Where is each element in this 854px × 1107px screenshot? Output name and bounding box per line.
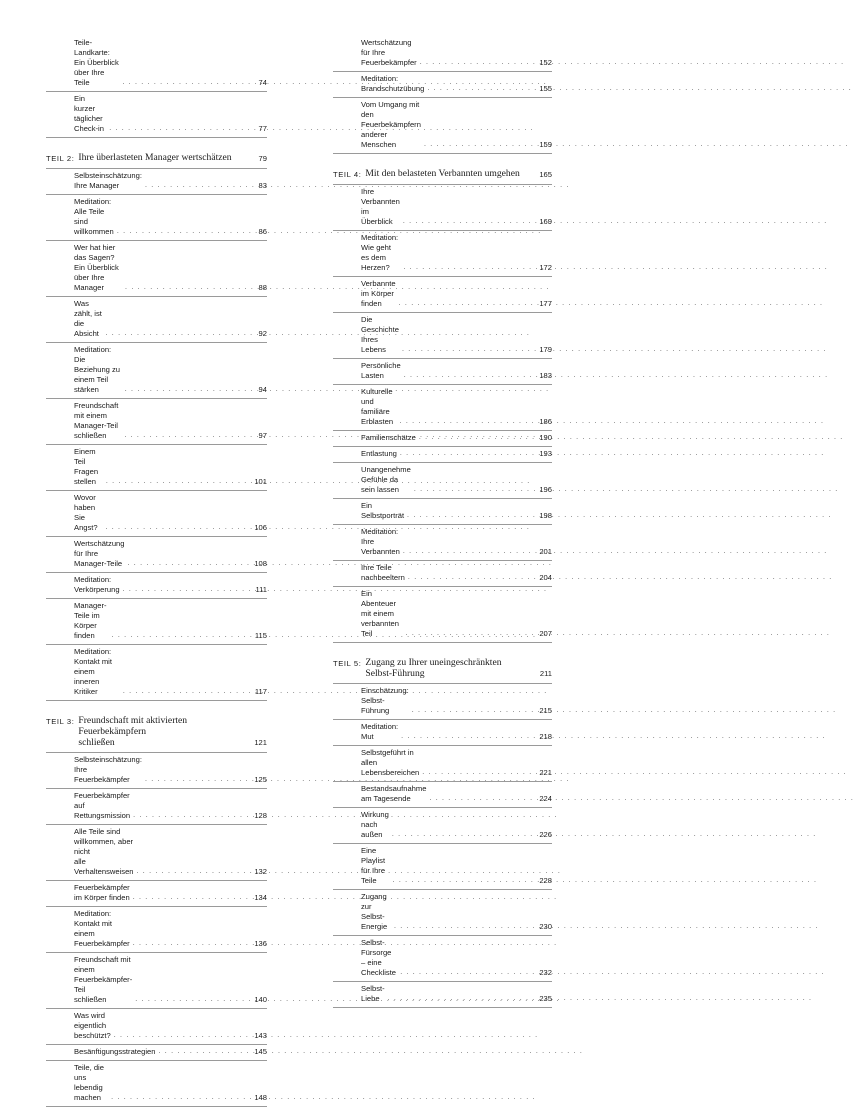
toc-entry-title: Selbst-Fürsorge – eine Checkliste xyxy=(361,938,397,977)
toc-entry xyxy=(333,561,552,587)
toc-entry-title: Meditation: Die Beziehung zu einem Teil stärken xyxy=(74,345,121,394)
toc-entry-title: Feuerbekämpfer auf Rettungsmission xyxy=(74,791,131,820)
dot-leader xyxy=(133,811,250,821)
toc-entry xyxy=(46,445,267,491)
toc-entry-page-number: 193 xyxy=(539,449,552,458)
toc-entry xyxy=(46,297,267,343)
part-2-entries xyxy=(46,169,267,701)
dot-leader xyxy=(114,1031,250,1041)
toc-entry-page-number: 140 xyxy=(254,995,267,1004)
toc-entry-title: Wer hat hier das Sagen? Ein Überblick über Ihre Manager xyxy=(74,243,119,292)
toc-entry-page-number: 218 xyxy=(539,732,552,741)
toc-entry-page-number: 128 xyxy=(254,811,267,820)
toc-entry xyxy=(333,359,552,385)
part-page-number: 121 xyxy=(254,738,267,747)
toc-entry-title: Eine Playlist für Ihre Teile xyxy=(361,846,386,885)
dot-leader xyxy=(419,433,535,443)
toc-entry-title: Alle Teile sind willkommen, aber nicht alle Verhaltensweisen xyxy=(74,827,134,876)
toc-entry xyxy=(333,720,552,746)
toc-entry-page-number: 235 xyxy=(539,994,552,1003)
dot-leader xyxy=(424,140,535,150)
toc-entry xyxy=(333,277,552,313)
part-heading-4 xyxy=(333,154,552,185)
toc-entry-page-number: 201 xyxy=(539,547,552,556)
toc-entry xyxy=(333,447,552,463)
toc-entry-page-number: 115 xyxy=(254,631,267,640)
dot-leader xyxy=(133,939,250,949)
toc-entry-page-number: 207 xyxy=(539,629,552,638)
dot-leader xyxy=(392,830,535,840)
toc-entry-page-number: 74 xyxy=(258,78,267,87)
toc-entry-title: Ein Abenteuer mit einem verbannten Teil xyxy=(361,589,399,638)
toc-entry-title: Meditation: Ihre Verbannten xyxy=(361,527,400,556)
toc-entry-page-number: 226 xyxy=(539,830,552,839)
dot-leader xyxy=(402,345,535,355)
toc-entry-page-number: 94 xyxy=(258,385,267,394)
toc-entry-title: Meditation: Verkörperung xyxy=(74,575,120,594)
toc-entry-page-number: 152 xyxy=(539,58,552,67)
toc-entry xyxy=(46,169,267,195)
toc-entry-title: Wirkung nach außen xyxy=(361,810,389,839)
toc-entry-title: Selbsteinschätzung: Ihre Feuerbekämpfer xyxy=(74,755,142,784)
dot-leader xyxy=(133,893,250,903)
toc-entry-page-number: 183 xyxy=(539,371,552,380)
toc-entry-page-number: 134 xyxy=(254,893,267,902)
toc-entry xyxy=(46,825,267,881)
dot-leader xyxy=(429,794,535,804)
part-heading-2 xyxy=(46,138,267,169)
toc-entry xyxy=(46,881,267,907)
dot-leader xyxy=(408,573,535,583)
toc-entry-page-number: 172 xyxy=(539,263,552,272)
toc-entry xyxy=(333,463,552,499)
toc-entry xyxy=(333,385,552,431)
toc-entry-title: Teile, die uns lebendig machen xyxy=(74,1063,104,1102)
dot-leader xyxy=(128,559,250,569)
toc-entry-title: Was wird eigentlich beschützt? xyxy=(74,1011,111,1040)
toc-entry-title: Ihre Verbannten im Überblick xyxy=(361,187,400,226)
toc-entry-page-number: 101 xyxy=(254,477,267,486)
toc-entry xyxy=(333,684,552,720)
toc-left-column xyxy=(46,36,267,1107)
toc-entry xyxy=(333,431,552,447)
toc-entry-page-number: 190 xyxy=(539,433,552,442)
part-label: TEIL 2: xyxy=(46,154,75,163)
dot-leader xyxy=(135,995,250,1005)
toc-entry-title: Ein kurzer täglicher Check-in xyxy=(74,94,104,133)
toc-entry-title: Wertschätzung für Ihre Feuerbekämpfer xyxy=(361,38,417,67)
toc-entry xyxy=(333,313,552,359)
dot-leader xyxy=(403,263,535,273)
toc-entry-page-number: 132 xyxy=(254,867,267,876)
toc-entry xyxy=(333,98,552,154)
toc-entry-title: Selbstgeführt in allen Lebensbereichen xyxy=(361,748,420,777)
toc-entry-title: Zugang zur Selbst-Energie xyxy=(361,892,388,931)
toc-entry-title: Freundschaft mit einem Manager-Teil schließen xyxy=(74,401,119,440)
left-intro-entries xyxy=(46,36,267,138)
dot-leader xyxy=(123,687,250,697)
dot-leader xyxy=(123,585,250,595)
toc-entry xyxy=(46,599,267,645)
toc-entry xyxy=(333,746,552,782)
toc-entry-title: Entlastung xyxy=(361,449,397,458)
toc-entry xyxy=(333,36,552,72)
toc-entry-page-number: 169 xyxy=(539,217,552,226)
part-title: Mit den belasteten Verbannten umgehen xyxy=(365,168,520,179)
dot-leader xyxy=(122,78,250,88)
toc-entry xyxy=(46,92,267,138)
toc-entry-page-number: 186 xyxy=(539,417,552,426)
dot-leader xyxy=(158,1047,250,1057)
toc-entry-title: Meditation: Mut xyxy=(361,722,399,741)
toc-entry xyxy=(333,936,552,982)
toc-entry-title: Besänftigungsstrategien xyxy=(74,1047,156,1056)
toc-entry-title: Meditation: Kontakt mit einem inneren Kritiker xyxy=(74,647,112,696)
toc-entry xyxy=(333,890,552,936)
toc-entry xyxy=(46,195,267,241)
toc-entry-title: Manager-Teile im Körper finden xyxy=(74,601,107,640)
toc-entry-title: Bestandsaufnahme am Tagesende xyxy=(361,784,427,803)
part-page-number: 165 xyxy=(539,170,552,179)
toc-entry-title: Selbst-Liebe xyxy=(361,984,385,1003)
dot-leader xyxy=(394,922,535,932)
part-label: TEIL 4: xyxy=(333,170,362,179)
toc-entry-page-number: 97 xyxy=(258,431,267,440)
part-label: TEIL 3: xyxy=(46,717,75,726)
part-title: Ihre überlasteten Manager wertschätzen xyxy=(78,152,232,163)
part-3-entries xyxy=(46,753,267,1107)
dot-leader xyxy=(406,629,535,639)
toc-entry xyxy=(333,499,552,525)
toc-right-column xyxy=(333,36,552,1008)
toc-entry xyxy=(46,537,267,573)
toc-entry-page-number: 230 xyxy=(539,922,552,931)
toc-entry-title: Persönliche Lasten xyxy=(361,361,401,380)
toc-entry xyxy=(333,525,552,561)
dot-leader xyxy=(145,775,250,785)
toc-entry-page-number: 221 xyxy=(539,768,552,777)
toc-entry xyxy=(333,844,552,890)
toc-entry xyxy=(333,231,552,277)
toc-entry-title: Feuerbekämpfer im Körper finden xyxy=(74,883,130,902)
toc-entry-page-number: 88 xyxy=(258,283,267,292)
toc-entry xyxy=(333,782,552,808)
toc-entry-title: Ihre Teile nachbeeltern xyxy=(361,563,405,582)
toc-entry-title: Wovor haben Sie Angst? xyxy=(74,493,98,532)
toc-entry xyxy=(46,1009,267,1045)
toc-entry-page-number: 204 xyxy=(539,573,552,582)
dot-leader xyxy=(106,477,250,487)
toc-entry xyxy=(333,72,552,98)
toc-entry-title: Meditation: Alle Teile sind willkommen xyxy=(74,197,114,236)
toc-entry-title: Familienschätze xyxy=(361,433,416,442)
dot-leader xyxy=(404,371,535,381)
toc-entry-page-number: 198 xyxy=(539,511,552,520)
toc-entry-page-number: 83 xyxy=(258,181,267,190)
dot-leader xyxy=(400,968,535,978)
toc-entry xyxy=(46,789,267,825)
toc-entry-page-number: 179 xyxy=(539,345,552,354)
dot-leader xyxy=(137,867,250,877)
dot-leader xyxy=(111,1093,250,1103)
toc-entry-title: Wertschätzung für Ihre Manager-Teile xyxy=(74,539,125,568)
dot-leader xyxy=(399,299,535,309)
part-title: Freundschaft mit aktivierten Feuerbekämpfern schließen xyxy=(78,715,188,748)
toc-entry-page-number: 77 xyxy=(258,124,267,133)
dot-leader xyxy=(403,547,535,557)
part-4-entries xyxy=(333,185,552,643)
toc-entry xyxy=(333,185,552,231)
dot-leader xyxy=(125,283,250,293)
toc-entry-page-number: 106 xyxy=(254,523,267,532)
toc-entry xyxy=(333,808,552,844)
toc-entry-page-number: 148 xyxy=(254,1093,267,1102)
toc-entry-page-number: 177 xyxy=(539,299,552,308)
toc-entry-page-number: 117 xyxy=(254,687,267,696)
toc-entry-title: Einem Teil Fragen stellen xyxy=(74,447,99,486)
toc-entry xyxy=(46,645,267,701)
toc-entry xyxy=(46,36,267,92)
dot-leader xyxy=(401,732,535,742)
dot-leader xyxy=(125,385,250,395)
dot-leader xyxy=(124,431,250,441)
toc-entry-page-number: 155 xyxy=(539,84,552,93)
toc-entry xyxy=(333,587,552,643)
dot-leader xyxy=(420,58,535,68)
toc-entry-title: Ein Selbstporträt xyxy=(361,501,405,520)
toc-entry-title: Meditation: Wie geht es dem Herzen? xyxy=(361,233,399,272)
toc-entry-title: Freundschaft mit einem Feuerbekämpfer-Teil schließen xyxy=(74,955,133,1004)
toc-entry-title: Meditation: Kontakt mit einem Feuerbekämpfer xyxy=(74,909,130,948)
toc-entry-page-number: 196 xyxy=(539,485,552,494)
dot-leader xyxy=(412,706,535,716)
toc-entry-title: Vom Umgang mit den Feuerbekämpfern anderer Menschen xyxy=(361,100,421,149)
toc-entry-page-number: 232 xyxy=(539,968,552,977)
part-page-number: 79 xyxy=(258,154,267,163)
right-intro-entries xyxy=(333,36,552,154)
toc-entry-title: Teile-Landkarte: Ein Überblick über Ihre Teile xyxy=(74,38,119,87)
toc-entry xyxy=(46,1045,267,1061)
dot-leader xyxy=(414,485,535,495)
dot-leader xyxy=(403,217,535,227)
dot-leader xyxy=(388,994,535,1004)
toc-entry xyxy=(333,982,552,1008)
toc-entry-page-number: 159 xyxy=(539,140,552,149)
toc-entry-page-number: 92 xyxy=(258,329,267,338)
toc-entry xyxy=(46,1061,267,1107)
toc-entry-title: Kulturelle und familiäre Erblasten xyxy=(361,387,394,426)
toc-entry-title: Was zählt, ist die Absicht xyxy=(74,299,102,338)
toc-entry xyxy=(46,953,267,1009)
toc-entry-title: Die Geschichte Ihres Lebens xyxy=(361,315,399,354)
toc-entry xyxy=(46,907,267,953)
toc-entry-page-number: 108 xyxy=(254,559,267,568)
dot-leader xyxy=(105,523,250,533)
dot-leader xyxy=(400,417,535,427)
part-page-number: 211 xyxy=(539,669,552,678)
part-5-entries xyxy=(333,684,552,1008)
toc-entry xyxy=(46,241,267,297)
dot-leader xyxy=(407,511,535,521)
toc-entry xyxy=(46,753,267,789)
dot-leader xyxy=(145,181,250,191)
toc-entry-page-number: 86 xyxy=(258,227,267,236)
toc-entry-title: Unangenehme Gefühle da sein lassen xyxy=(361,465,411,494)
dot-leader xyxy=(106,329,251,339)
toc-entry-page-number: 228 xyxy=(539,876,552,885)
dot-leader xyxy=(112,631,250,641)
toc-entry-title: Selbsteinschätzung: Ihre Manager xyxy=(74,171,142,190)
toc-entry xyxy=(46,491,267,537)
toc-entry xyxy=(46,399,267,445)
part-title: Zugang zu Ihrer uneingeschränkten Selbst-Führung xyxy=(365,657,502,679)
dot-leader xyxy=(422,768,535,778)
dot-leader xyxy=(400,449,535,459)
toc-entry-page-number: 143 xyxy=(254,1031,267,1040)
toc-entry-page-number: 215 xyxy=(539,706,552,715)
toc-entry-page-number: 125 xyxy=(254,775,267,784)
dot-leader xyxy=(427,84,535,94)
toc-entry xyxy=(46,573,267,599)
part-heading-5 xyxy=(333,643,552,684)
dot-leader xyxy=(393,876,535,886)
toc-entry xyxy=(46,343,267,399)
part-label: TEIL 5: xyxy=(333,659,362,668)
toc-entry-page-number: 145 xyxy=(254,1047,267,1056)
part-heading-3 xyxy=(46,701,267,753)
toc-entry-title: Einschätzung: Selbst-Führung xyxy=(361,686,409,715)
dot-leader xyxy=(109,124,250,134)
toc-entry-page-number: 136 xyxy=(254,939,267,948)
toc-entry-title: Meditation: Brandschutzübung xyxy=(361,74,425,93)
toc-entry-title: Verbannte im Körper finden xyxy=(361,279,396,308)
toc-entry-page-number: 224 xyxy=(539,794,552,803)
toc-entry-page-number: 111 xyxy=(255,585,267,594)
dot-leader xyxy=(117,227,250,237)
